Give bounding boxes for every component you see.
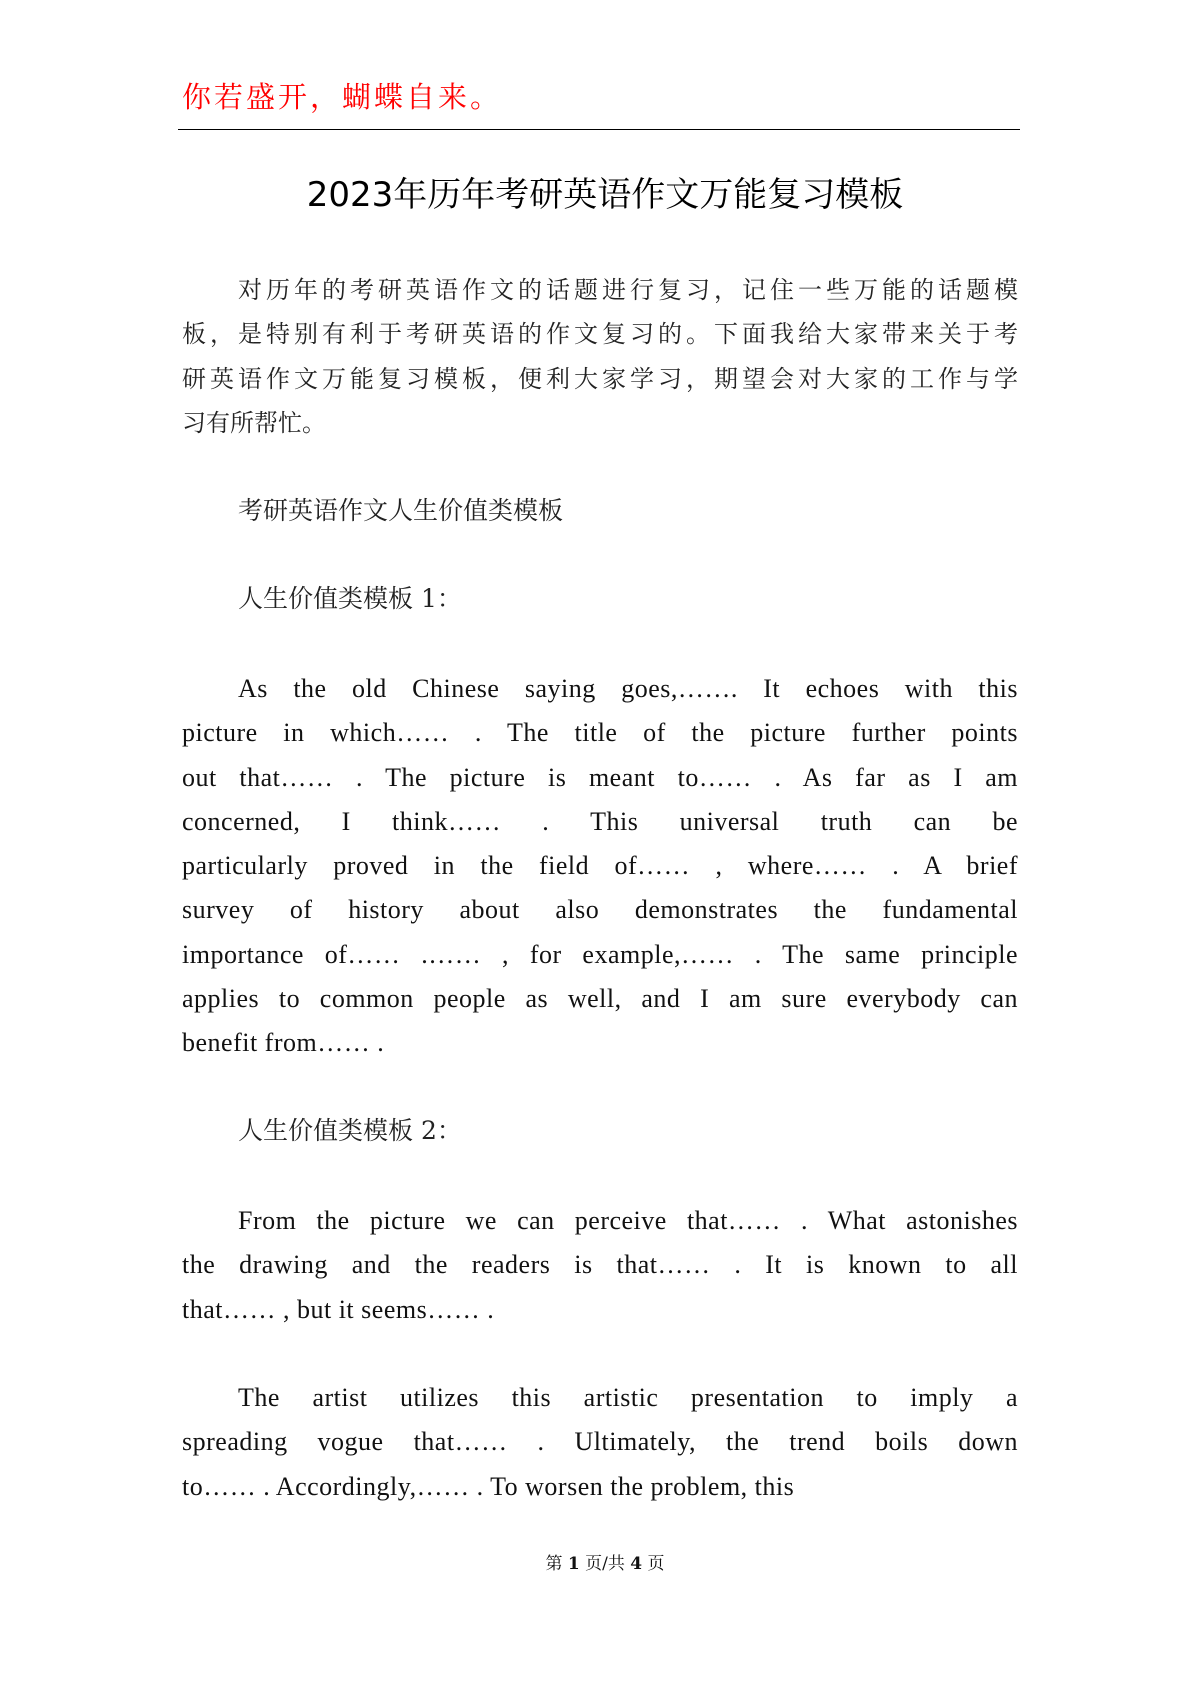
total-pages: 4 [630, 1554, 643, 1574]
footer-mid: 页/共 [579, 1554, 631, 1574]
current-page: 1 [567, 1554, 580, 1574]
template2-heading: 人生价值类模板 2： [238, 1116, 462, 1145]
template2-paragraph-2 [182, 1376, 1018, 1509]
text-line: From the picture we can perceive that…… . What astonishes [238, 1206, 1018, 1235]
footer-prefix: 第 [545, 1554, 568, 1574]
text-line: applies to common people as well, and I am sure everybody can [182, 984, 1018, 1014]
text-line: The artist utilizes this artistic presentation to imply a [238, 1383, 1018, 1412]
text-line: benefit from…… . [182, 1028, 385, 1058]
text-line: 对历年的考研英语作文的话题进行复习，记住一些万能的话题模 [238, 276, 1018, 304]
template1-paragraph [182, 667, 1018, 1066]
text-line: spreading vogue that…… . Ultimately, the trend boils down [182, 1427, 1018, 1457]
template2-paragraph-1 [182, 1199, 1018, 1332]
page-footer [0, 1552, 1191, 1576]
text-line: survey of history about also demonstrates the fundamental [182, 895, 1018, 925]
text-line: As the old Chinese saying goes,……. It echoes with this [238, 674, 1018, 703]
text-line: out that…… . The picture is meant to…… . As far as I am [182, 762, 1018, 792]
text-line: 习有所帮忙。 [182, 408, 326, 437]
text-line: the drawing and the readers is that…… . It is known to all [182, 1250, 1018, 1280]
header-motto: 你若盛开，蝴蝶自来。 [182, 80, 503, 114]
footer-suffix: 页 [642, 1554, 665, 1574]
text-line: concerned, I think…… . This universal truth can be [182, 806, 1018, 836]
text-line: picture in which…… . The title of the picture further points [182, 718, 1018, 748]
header-divider [178, 129, 1020, 130]
intro-paragraph [182, 268, 1018, 445]
text-line: importance of…… .…… , for example,…… . The same principle [182, 939, 1018, 969]
template1-heading: 人生价值类模板 1： [238, 584, 462, 613]
text-line: 研英语作文万能复习模板，便利大家学习，期望会对大家的工作与学 [182, 364, 1018, 393]
text-line: particularly proved in the field of…… , where…… . A brief [182, 851, 1018, 881]
document-title: 2023年历年考研英语作文万能复习模板 [306, 175, 904, 215]
text-line: 板，是特别有利于考研英语的作文复习的。下面我给大家带来关于考 [182, 320, 1018, 349]
text-line: that…… , but it seems…… . [182, 1294, 495, 1324]
text-line: to…… . Accordingly,…… . To worsen the problem, this [182, 1471, 795, 1501]
section-heading: 考研英语作文人生价值类模板 [238, 496, 564, 525]
